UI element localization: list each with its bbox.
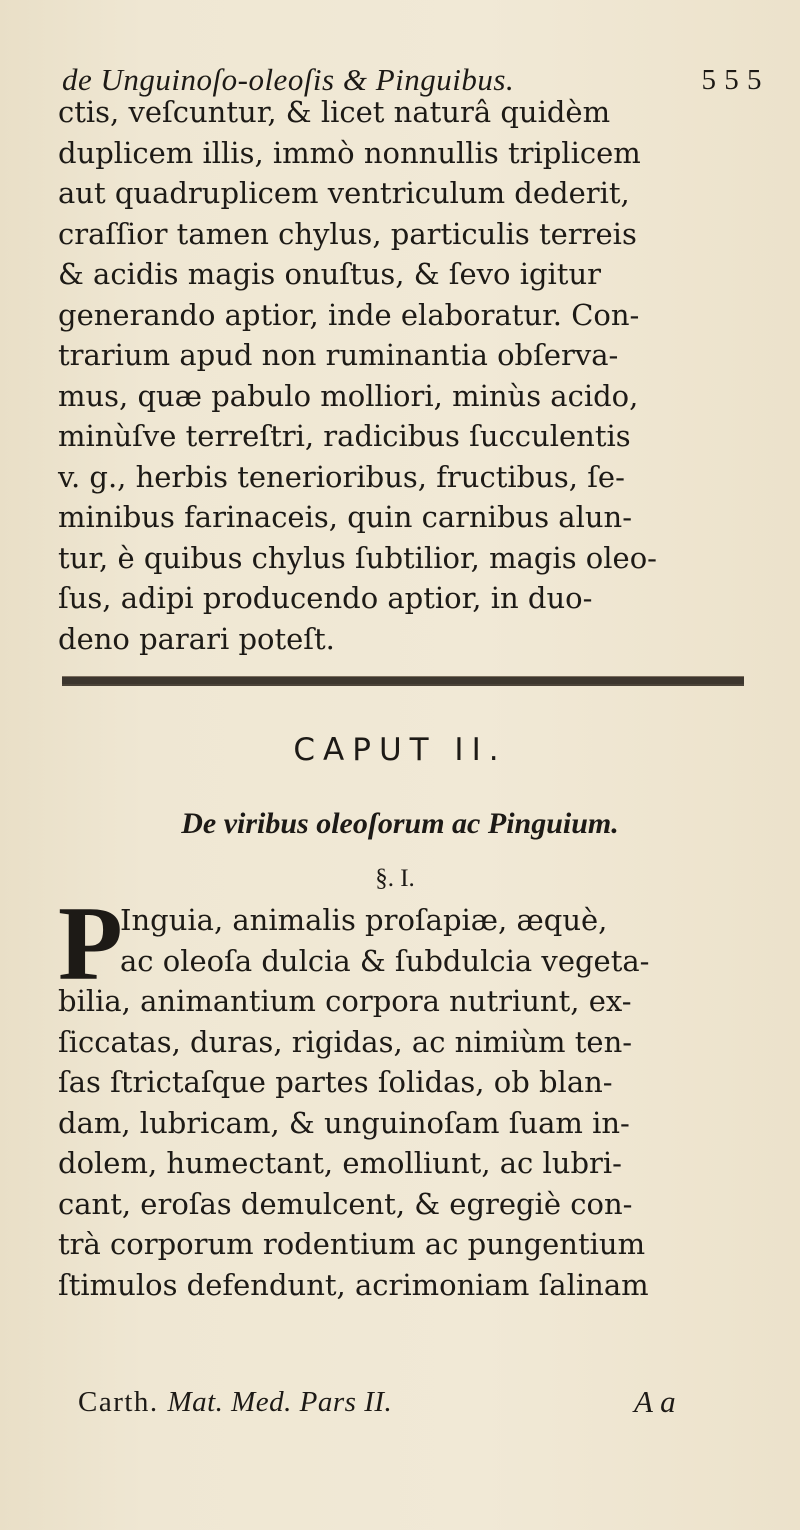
text-line: minibus farinaceis, quin carnibus alun-: [58, 500, 633, 534]
chapter-heading: CAPUT II.: [293, 732, 507, 768]
running-title: de Unguinoſo-oleoſis & Pinguibus.: [62, 62, 515, 97]
text-line: trà corporum rodentium ac pungentium: [58, 1227, 646, 1261]
text-line: duplicem illis, immò nonnullis triplicem: [58, 135, 641, 170]
text-line: ac oleoſa dulcia & ſubdulcia vegeta-: [120, 943, 650, 978]
text-line: bilia, animantium corpora nutriunt, ex-: [58, 984, 632, 1018]
text-line: mus, quæ pabulo molliori, minùs acido,: [58, 378, 639, 413]
chapter-subtitle: De viribus oleoſorum ac Pinguium.: [181, 807, 619, 840]
signature-text: [78, 1380, 392, 1424]
section-mark: §. I.: [375, 865, 415, 892]
text-line: deno parari poteſt.: [58, 621, 335, 656]
paragraph-continued: [58, 92, 768, 659]
text-line: & acidis magis onuſtus, & ſevo igitur: [58, 257, 601, 291]
text-line: ſas ſtrictaſque partes ſolidas, ob blan-: [58, 1065, 613, 1099]
text-line: ctis, veſcuntur, & licet naturâ quidèm: [58, 95, 611, 129]
text-line: tur, è quibus chylus ſubtilior, magis oleo-: [58, 540, 657, 575]
text-line: Inguia, animalis proſapiæ, æquè,: [120, 903, 608, 937]
page-number: 5 5 5: [701, 64, 762, 96]
text-line: ſiccatas, duras, rigidas, ac nimiùm ten-: [58, 1024, 633, 1059]
text-line: craſſior tamen chylus, particulis terreis: [58, 216, 637, 251]
text-line: ſus, adipi producendo aptior, in duo-: [58, 581, 593, 615]
text-line: minùſve terreſtri, radicibus ſucculentis: [58, 419, 631, 453]
text-line: cant, eroſas demulcent, & egregiè con-: [58, 1186, 633, 1221]
signature-title: Mat. Med. Pars II.: [167, 1386, 393, 1418]
text-line: dam, lubricam, & unguinoſam ſuam in-: [58, 1105, 630, 1140]
chapter-divider-rule: [62, 676, 744, 686]
paragraph-section-1: [58, 885, 768, 1305]
text-line: ſtimulos defendunt, acrimoniam ſalinam: [58, 1267, 649, 1302]
text-line: dolem, humectant, emolliunt, ac lubri-: [58, 1146, 622, 1180]
text-line: trarium apud non ruminantia obſerva-: [58, 338, 619, 372]
text-line: aut quadruplicem ventriculum dederit,: [58, 176, 630, 210]
signature-line: [78, 1380, 778, 1424]
text-line: v. g., herbis tenerioribus, fructibus, ſe-: [58, 459, 625, 494]
drop-cap: P: [58, 885, 123, 1002]
signature-mark: A a: [634, 1384, 676, 1419]
signature-prefix: Carth.: [78, 1386, 159, 1418]
text-line: generando aptior, inde elaboratur. Con-: [58, 297, 640, 332]
